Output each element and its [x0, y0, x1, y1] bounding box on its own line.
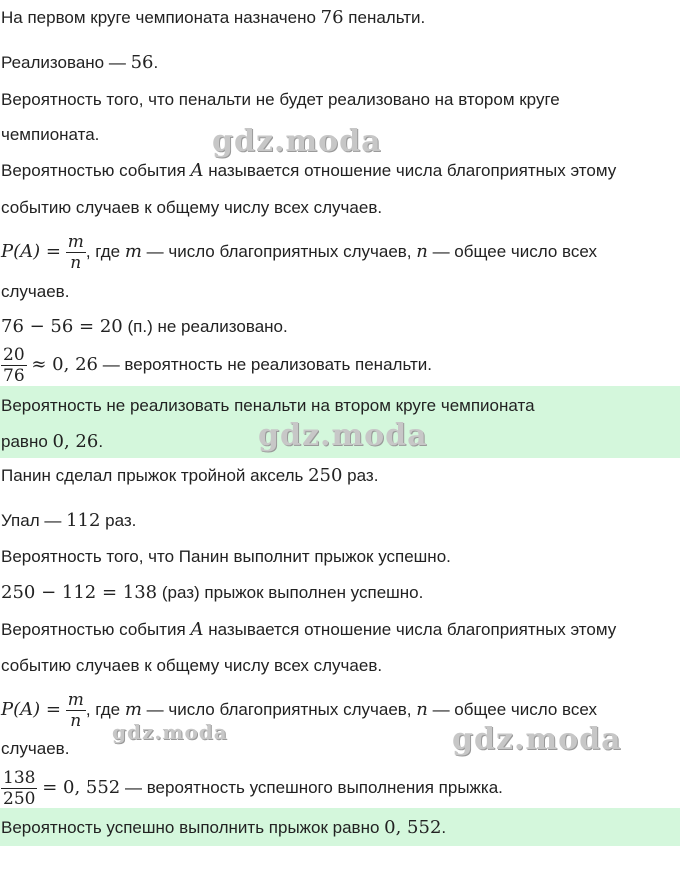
problem1-answer-line1: Вероятность не реализовать пенальти на втором круге чемпионата	[1, 396, 535, 415]
problem2-definition-line2: событию случаев к общему числу всех случаев.	[1, 656, 383, 675]
problem1-definition-line2: событию случаев к общему числу всех случаев.	[1, 198, 383, 217]
probability-fraction: $\frac{138}{250}$	[3, 768, 36, 810]
formula-fraction: $\frac{m}{n}$	[67, 232, 84, 274]
problem1-question-line2: чемпионата.	[1, 125, 100, 144]
watermark-logo: gdz.moda	[452, 722, 622, 757]
formula-fraction: $\frac{m}{n}$	[67, 690, 84, 732]
problem2-definition-line1: Вероятностью события A называется отношение числа благоприятных этому	[1, 619, 617, 640]
problem2-formula-cont: случаев.	[1, 739, 70, 758]
problem2-answer: Вероятность успешно выполнить прыжок равно 0, 552.	[1, 817, 447, 838]
problem2-calculation: 250 − 112 = 138 (раз) прыжок выполнен успешно.	[1, 582, 424, 603]
problem1-calculation: 76 − 56 = 20 (п.) не реализовано.	[1, 316, 288, 337]
problem1-question-line1: Вероятность того, что пенальти не будет реализовано на втором круге	[1, 90, 560, 109]
problem2-line2: Упал — 112 раз.	[1, 510, 137, 531]
problem1-formula-cont: случаев.	[1, 282, 70, 301]
problem2-question: Вероятность того, что Панин выполнит прыжок успешно.	[1, 547, 451, 566]
problem2-formula: P(A) = $\frac{m}{n}$ , где m — число благоприятных случаев, n — общее число всех	[1, 690, 597, 732]
problem2-probability: $\frac{138}{250}$ = 0, 552 — вероятность успешного выполнения прыжка.	[3, 768, 503, 810]
watermark-logo: gdz.moda	[258, 418, 428, 453]
probability-fraction: $\frac{20}{76}$	[3, 345, 25, 387]
problem2-line1: Панин сделал прыжок тройной аксель 250 раз.	[1, 465, 379, 486]
problem1-formula: P(A) = $\frac{m}{n}$ , где m — число благоприятных случаев, n — общее число всех	[1, 232, 597, 274]
problem1-probability: $\frac{20}{76}$ ≈ 0, 26 — вероятность не реализовать пенальти.	[3, 345, 432, 387]
problem1-line1: На первом круге чемпионата назначено 76 пенальти.	[1, 7, 426, 28]
watermark-logo: gdz.moda	[212, 124, 382, 159]
problem1-answer-line2: равно 0, 26.	[1, 431, 104, 452]
problem1-line2: Реализовано — 56.	[1, 52, 159, 73]
watermark-logo: gdz.moda	[112, 720, 228, 744]
problem1-definition-line1: Вероятностью события A называется отношение числа благоприятных этому	[1, 160, 617, 181]
